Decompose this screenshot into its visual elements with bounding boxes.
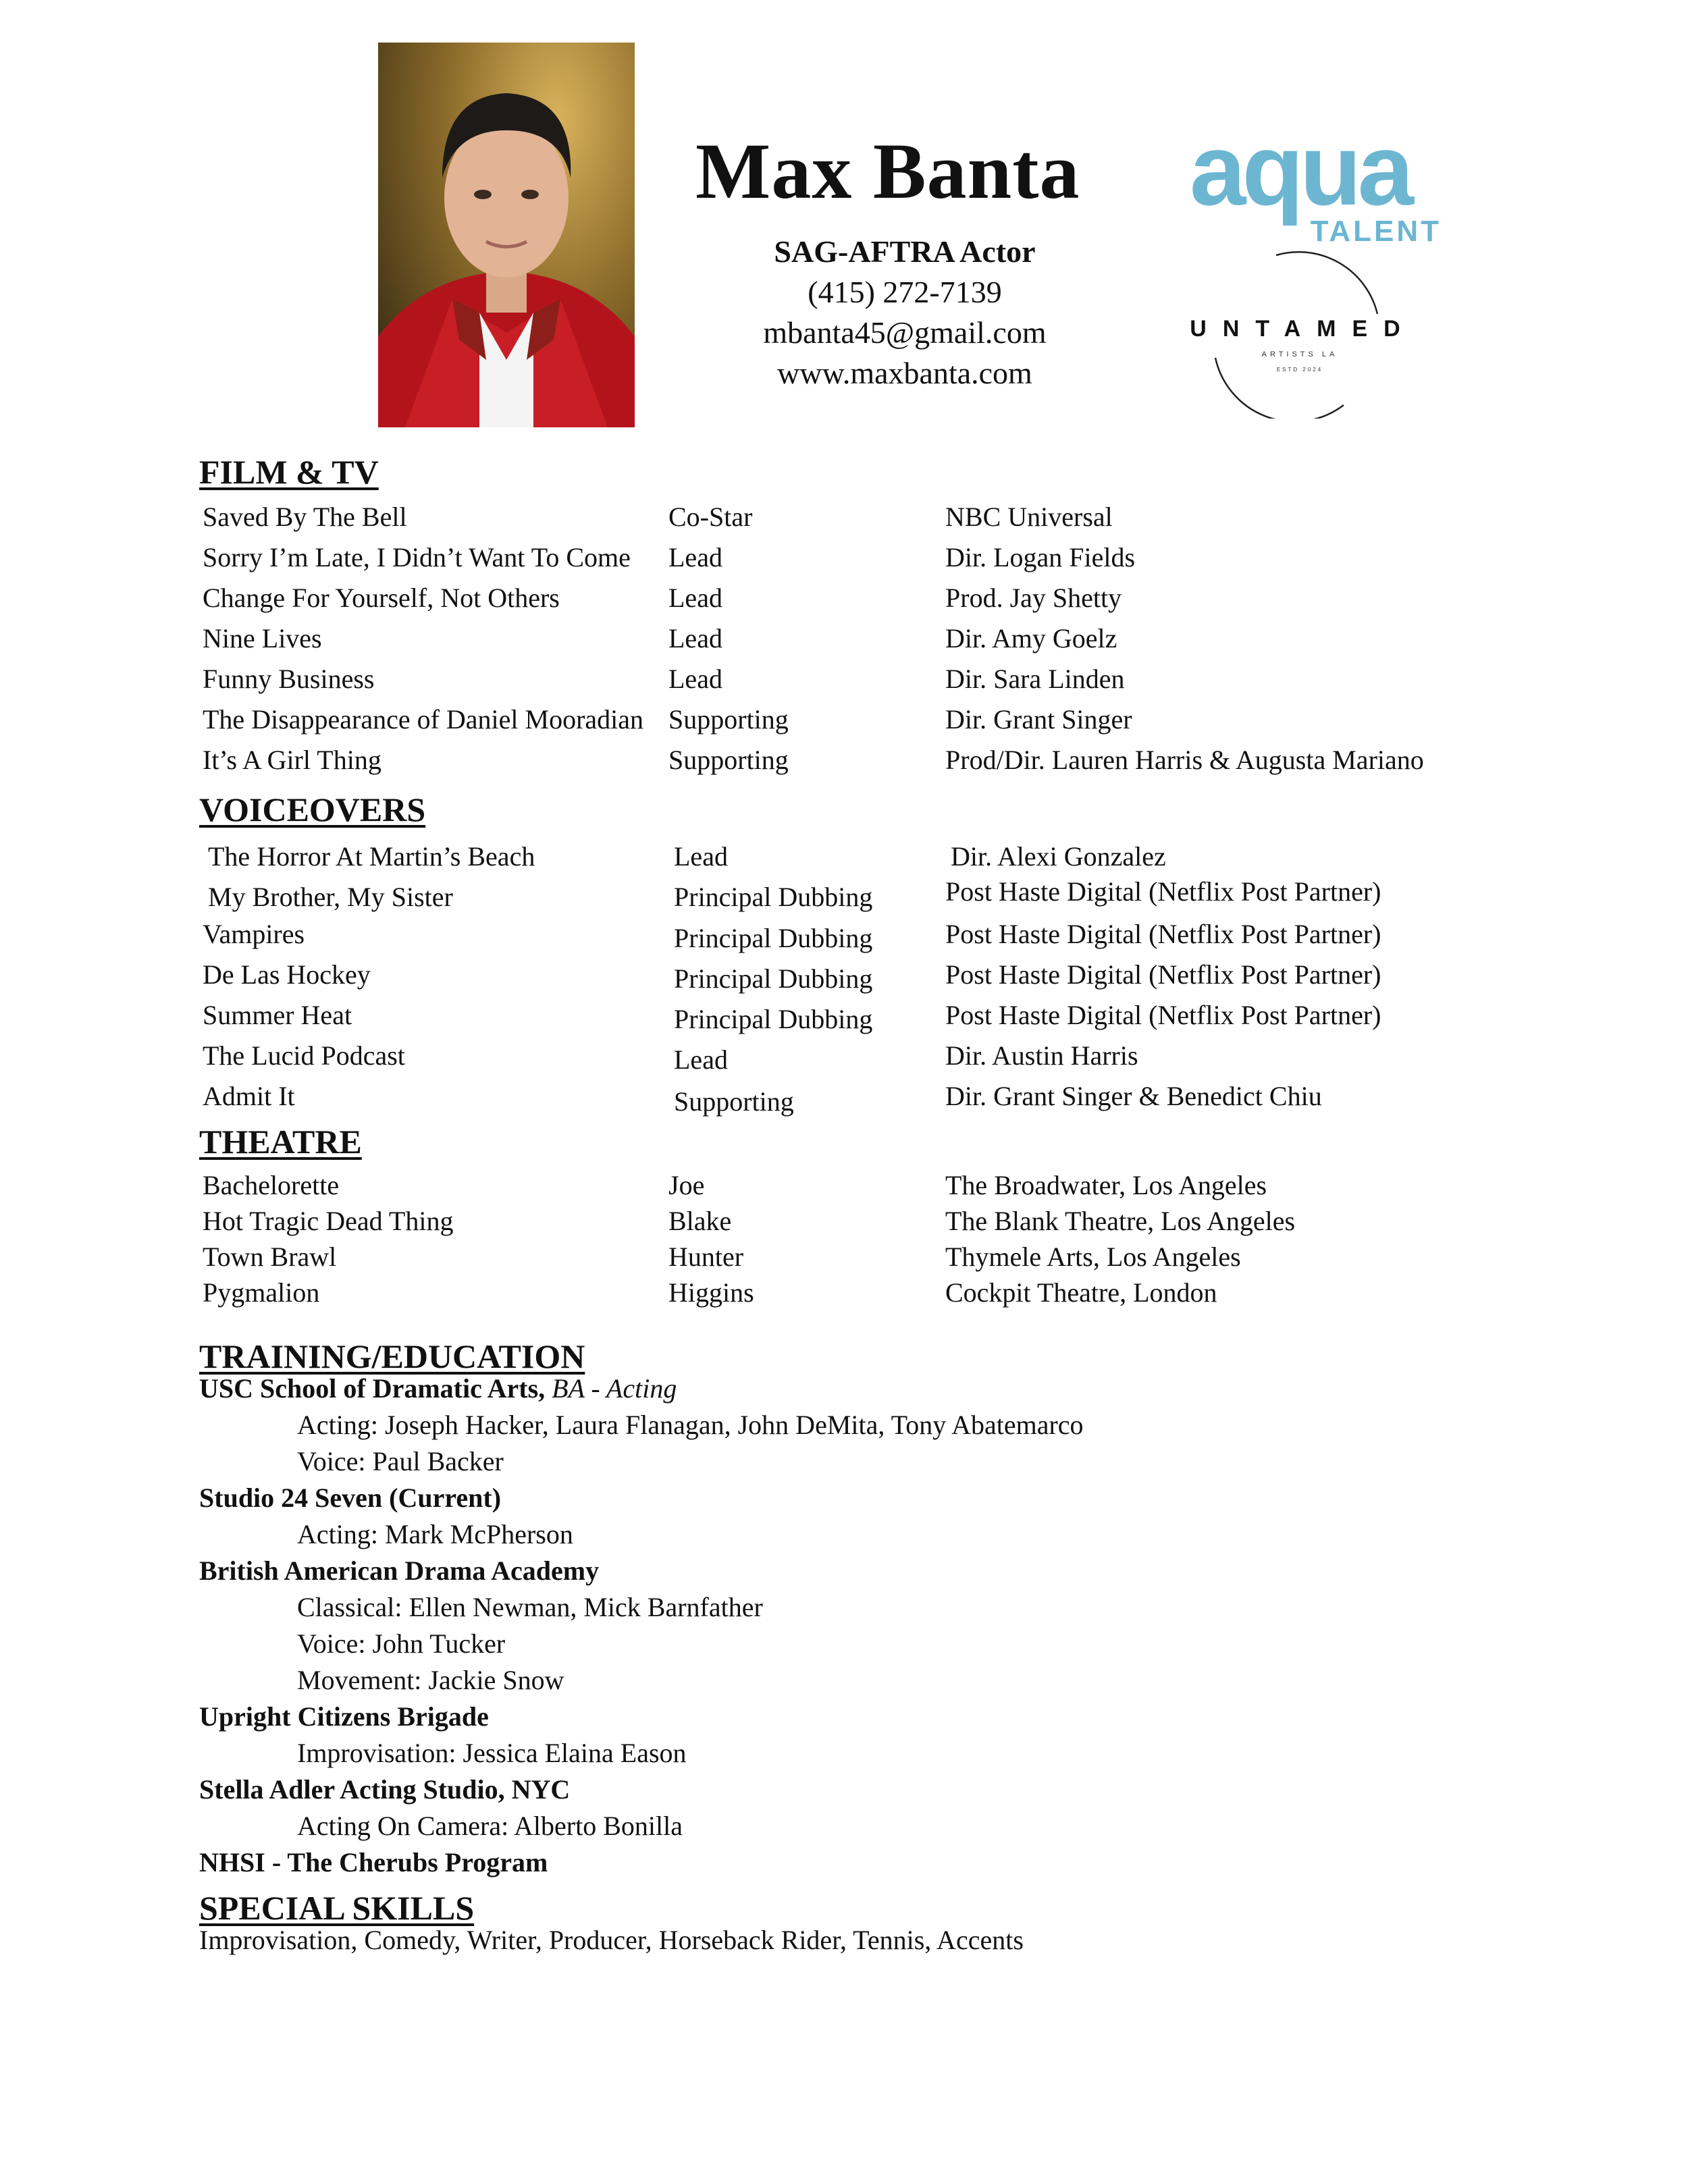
film-row: [0, 541, 1688, 575]
training-detail: Acting On Camera: Alberto Bonilla: [297, 1811, 683, 1841]
training-detail: Acting: Joseph Hacker, Laura Flanagan, John DeMita, Tony Abatemarco: [297, 1410, 1084, 1440]
film-tv-heading: FILM & TV: [199, 453, 379, 491]
theatre-venue: The Broadwater, Los Angeles: [945, 1170, 1267, 1200]
voiceover-role: Principal Dubbing: [674, 923, 873, 953]
untamed-logo-estd: ESTD 2024: [1276, 367, 1323, 373]
school-name: USC School of Dramatic Arts: [199, 1373, 539, 1404]
aqua-logo-word: aqua: [1189, 125, 1410, 226]
voiceover-role: Lead: [674, 841, 728, 872]
theatre-role: Joe: [668, 1170, 705, 1200]
film-title: It’s A Girl Thing: [203, 745, 381, 775]
training-school-usc: [199, 1373, 677, 1404]
theatre-title: Hot Tragic Dead Thing: [203, 1206, 454, 1236]
voiceover-title: The Lucid Podcast: [203, 1040, 405, 1071]
skills-list: Improvisation, Comedy, Writer, Producer, Horseback Rider, Tennis, Accents: [199, 1925, 1024, 1955]
voiceover-row: [0, 999, 1688, 1033]
theatre-title: Town Brawl: [203, 1242, 337, 1272]
voiceover-title: The Horror At Martin’s Beach: [208, 841, 535, 872]
film-role: Lead: [668, 623, 722, 654]
film-row: [0, 744, 1688, 778]
film-role: Co-Star: [668, 502, 753, 532]
training-school-ucb: Upright Citizens Brigade: [199, 1701, 489, 1732]
film-role: Supporting: [668, 704, 789, 735]
website-link[interactable]: www.maxbanta.com: [777, 356, 1032, 390]
voiceover-title: De Las Hockey: [203, 959, 371, 990]
voiceover-row: [0, 876, 1688, 915]
training-school-nhsi: NHSI - The Cherubs Program: [199, 1847, 548, 1877]
voiceover-role: Principal Dubbing: [674, 1004, 873, 1034]
training-detail: Movement: Jackie Snow: [297, 1665, 564, 1695]
untamed-logo-sub: ARTISTS LA: [1261, 350, 1338, 358]
voiceover-title: My Brother, My Sister: [208, 882, 453, 912]
untamed-logo-word: UNTAMED: [1190, 316, 1417, 342]
film-credit: Dir. Sara Linden: [945, 664, 1125, 694]
theatre-heading: THEATRE: [199, 1123, 362, 1161]
training-school-bada: British American Drama Academy: [199, 1555, 600, 1586]
film-title: Nine Lives: [203, 623, 322, 654]
film-title: Saved By The Bell: [203, 502, 407, 532]
voiceover-role: Principal Dubbing: [674, 882, 873, 912]
voiceover-row: [0, 918, 1688, 952]
film-title: Funny Business: [203, 664, 375, 694]
film-row: [0, 703, 1688, 737]
school-degree: BA - Acting: [552, 1373, 677, 1404]
film-title: The Disappearance of Daniel Mooradian: [203, 704, 644, 735]
film-credit: Dir. Logan Fields: [945, 542, 1136, 572]
theatre-row: [0, 1277, 1688, 1310]
voiceover-role: Principal Dubbing: [674, 963, 873, 994]
voiceovers-heading: VOICEOVERS: [199, 791, 426, 828]
theatre-row: [0, 1169, 1688, 1203]
theatre-title: Pygmalion: [203, 1277, 320, 1308]
voiceover-credit: Dir. Grant Singer & Benedict Chiu: [945, 1081, 1322, 1111]
phone-number[interactable]: (415) 272-7139: [808, 275, 1002, 309]
theatre-venue: The Blank Theatre, Los Angeles: [945, 1206, 1296, 1236]
training-detail: Voice: John Tucker: [297, 1628, 506, 1659]
film-title: Sorry I’m Late, I Didn’t Want To Come: [203, 542, 631, 572]
film-credit: Prod. Jay Shetty: [945, 583, 1122, 613]
headshot-illustration: [378, 43, 635, 427]
voiceover-title: Vampires: [203, 919, 305, 949]
film-credit: Dir. Amy Goelz: [945, 623, 1117, 654]
film-credit: NBC Universal: [945, 502, 1113, 532]
training-detail: Voice: Paul Backer: [297, 1446, 504, 1476]
theatre-role: Higgins: [668, 1277, 754, 1308]
voiceover-role: Lead: [674, 1044, 728, 1075]
theatre-venue: Thymele Arts, Los Angeles: [945, 1242, 1241, 1272]
theatre-title: Bachelorette: [203, 1170, 340, 1200]
theatre-row: [0, 1205, 1688, 1239]
film-credit: Dir. Grant Singer: [945, 704, 1132, 735]
voiceover-credit: Dir. Austin Harris: [945, 1040, 1138, 1071]
voiceover-row: [0, 1080, 1688, 1117]
voiceover-title: Summer Heat: [203, 1000, 352, 1030]
headshot-photo: [378, 43, 635, 427]
voiceover-credit: Post Haste Digital (Netflix Post Partner): [945, 876, 1381, 907]
actor-name: Max Banta: [695, 127, 1080, 215]
voiceover-credit: Post Haste Digital (Netflix Post Partner): [945, 919, 1381, 949]
film-credit: Prod/Dir. Lauren Harris & Augusta Mariano: [945, 745, 1424, 775]
training-heading: TRAINING/EDUCATION: [199, 1337, 585, 1375]
film-role: Lead: [668, 542, 722, 572]
training-school-stella: Stella Adler Acting Studio, NYC: [199, 1774, 571, 1805]
voiceover-row: [0, 959, 1688, 992]
voiceover-role: Supporting: [674, 1086, 794, 1117]
film-row: [0, 622, 1688, 656]
film-role: Lead: [668, 664, 722, 694]
theatre-role: Hunter: [668, 1242, 744, 1272]
film-title: Change For Yourself, Not Others: [203, 583, 560, 613]
theatre-venue: Cockpit Theatre, London: [945, 1277, 1217, 1308]
email-address[interactable]: mbanta45@gmail.com: [763, 315, 1047, 350]
training-detail: Acting: Mark McPherson: [297, 1519, 573, 1549]
voiceover-credit: Post Haste Digital (Netflix Post Partner): [945, 959, 1381, 990]
film-row: [0, 582, 1688, 616]
training-school-studio24: Studio 24 Seven (Current): [199, 1483, 502, 1513]
film-row: [0, 501, 1688, 535]
film-row: [0, 663, 1688, 697]
aqua-logo-sub: TALENT: [1310, 215, 1442, 246]
voiceover-row: [0, 841, 1688, 874]
voiceover-credit: Post Haste Digital (Netflix Post Partner): [945, 1000, 1381, 1030]
skills-heading: SPECIAL SKILLS: [199, 1889, 475, 1927]
voiceover-row: [0, 1040, 1688, 1073]
school-separator: ,: [538, 1373, 546, 1404]
untamed-artists-logo: [1175, 250, 1431, 419]
training-detail: Improvisation: Jessica Elaina Eason: [297, 1738, 687, 1768]
union-affiliation: SAG-AFTRA Actor: [774, 234, 1036, 269]
theatre-role: Blake: [668, 1206, 732, 1236]
voiceover-credit: Dir. Alexi Gonzalez: [951, 841, 1166, 872]
voiceover-title: Admit It: [203, 1081, 295, 1111]
theatre-row: [0, 1241, 1688, 1275]
film-role: Supporting: [668, 745, 789, 775]
training-detail: Classical: Ellen Newman, Mick Barnfather: [297, 1592, 763, 1622]
aqua-talent-logo: [1151, 125, 1448, 246]
film-role: Lead: [668, 583, 722, 613]
